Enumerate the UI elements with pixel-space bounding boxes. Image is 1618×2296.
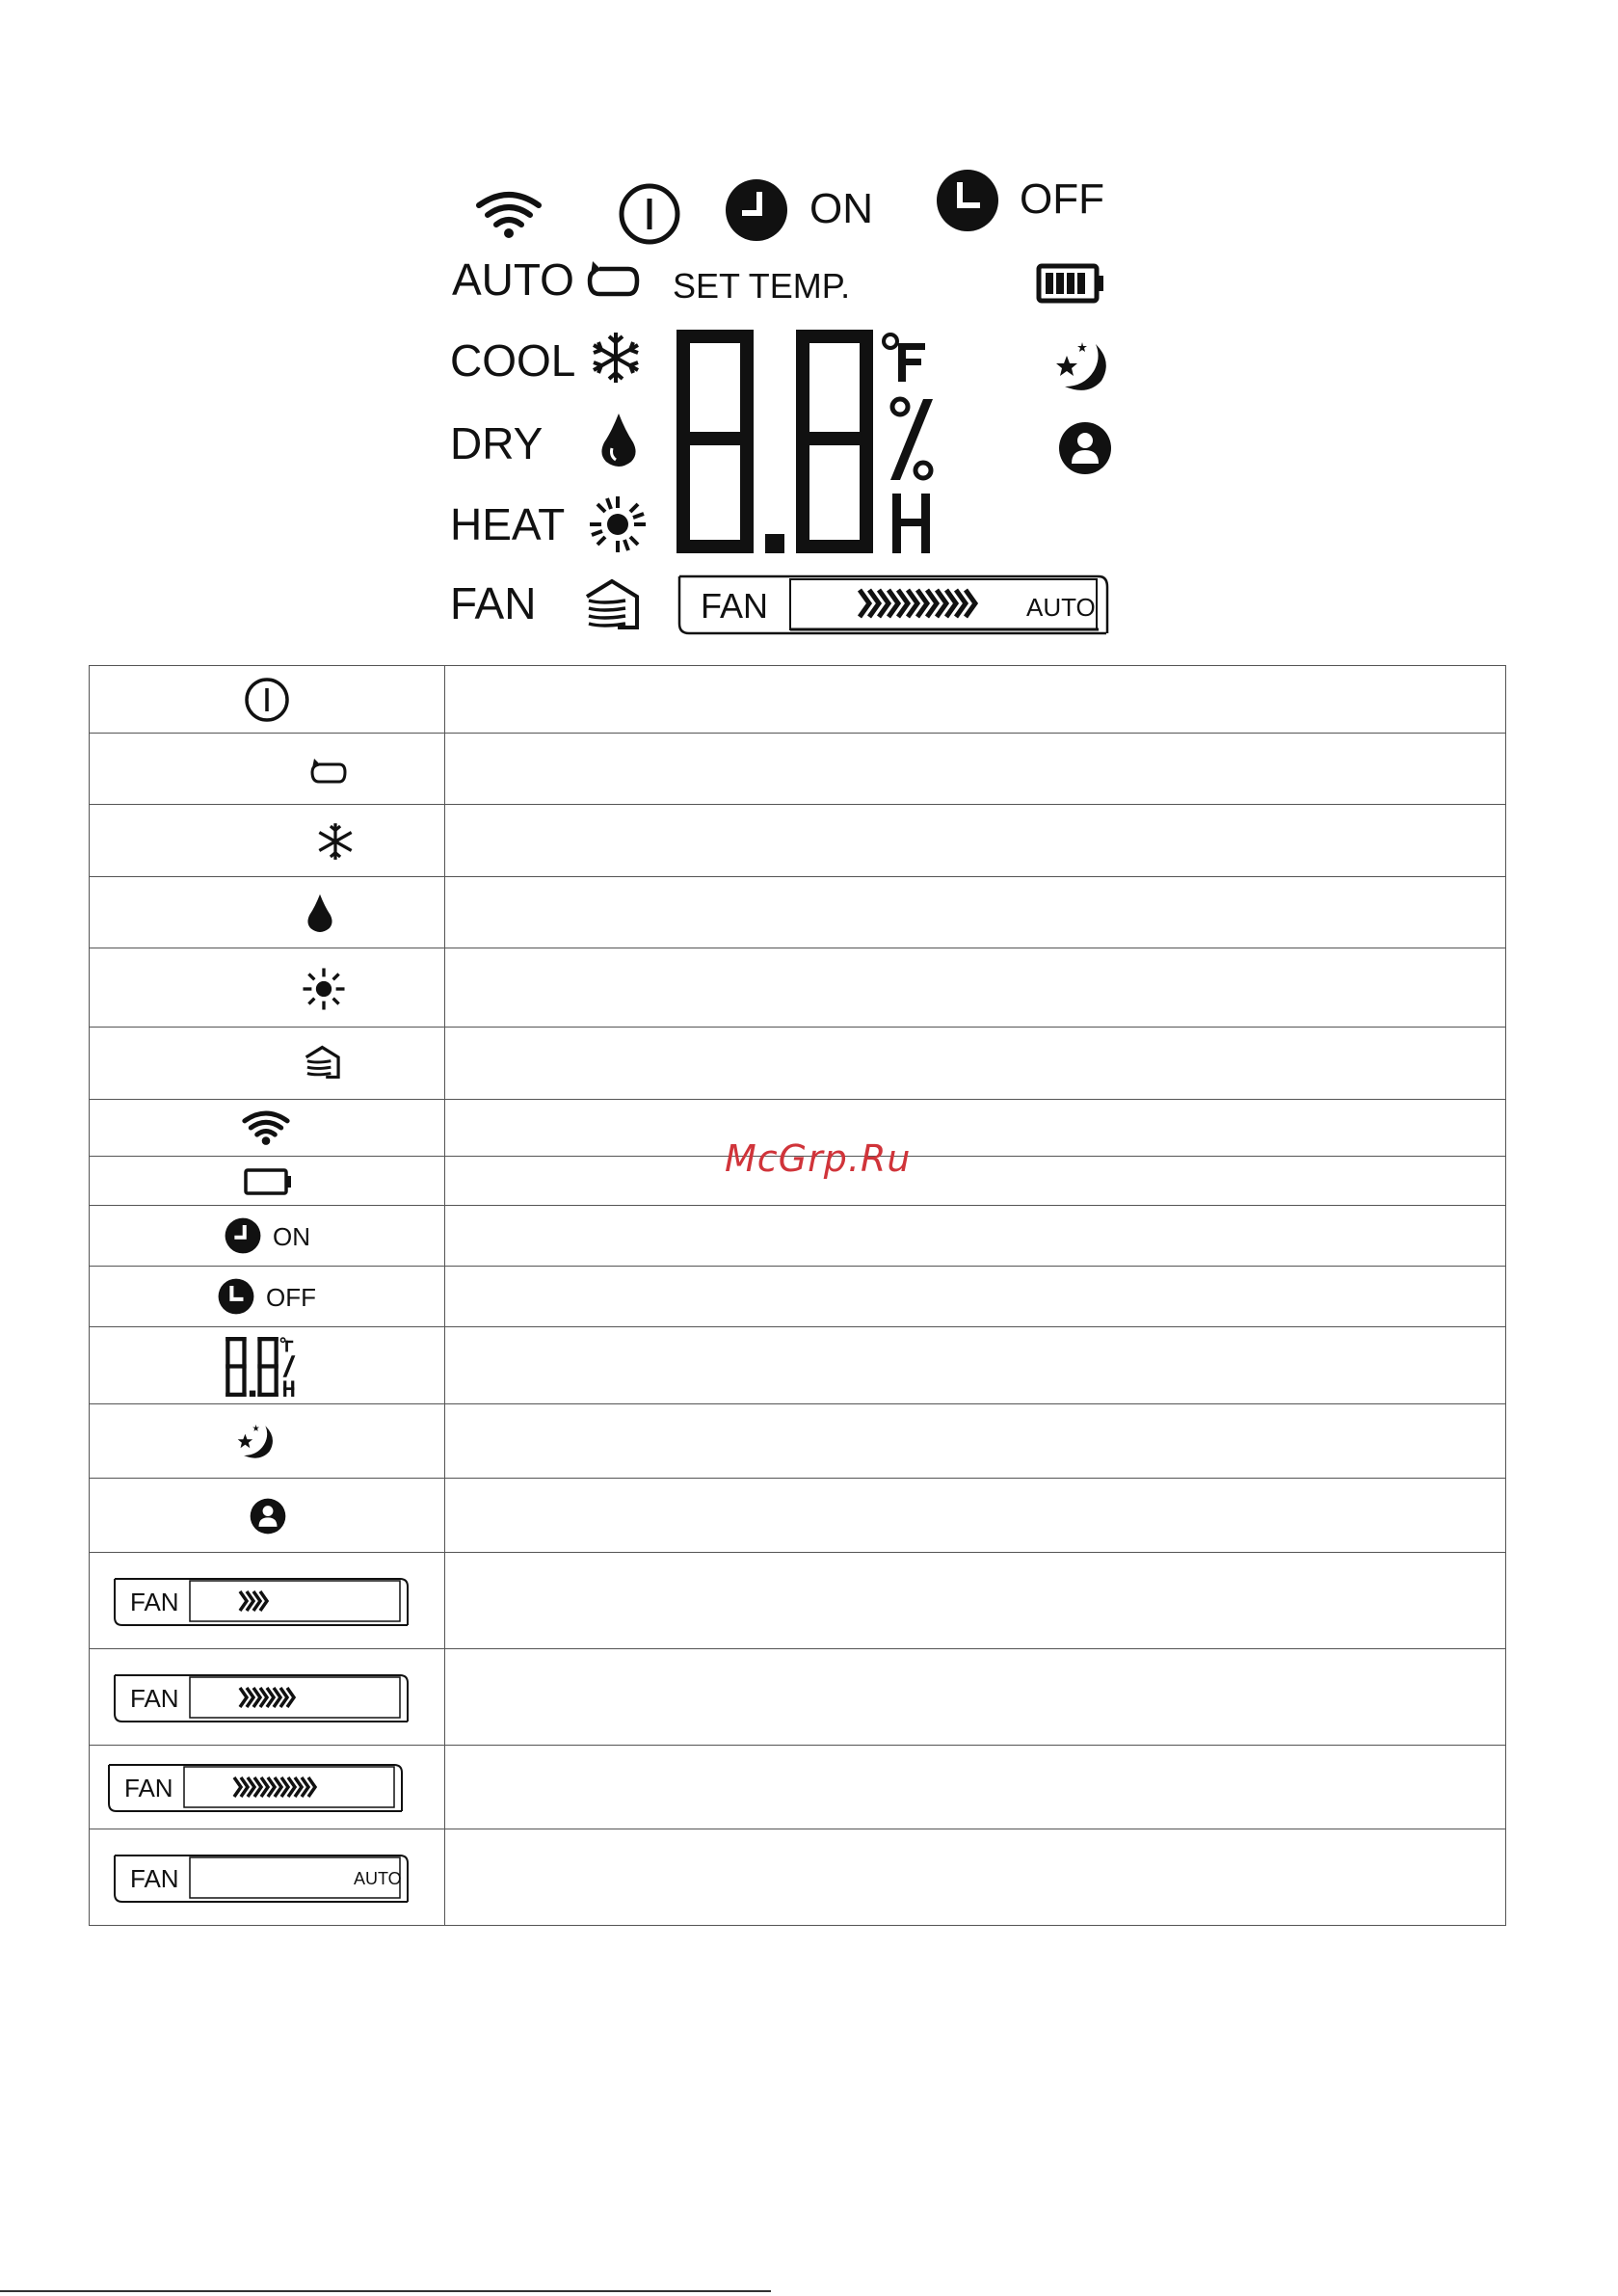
legend-row-sleep [90,1404,1506,1479]
legend-description [445,1327,1506,1404]
mode-cool-label: COOL [450,335,576,386]
legend-row-timer-on [90,1206,1506,1267]
legend-icon-cell [90,1404,445,1479]
legend-description [445,1829,1506,1926]
snowflake-icon [315,820,356,863]
legend-icon-cell [90,805,445,877]
sun-icon [588,494,648,554]
fan-mode-icon [583,577,643,631]
legend-row-timer-off [90,1267,1506,1327]
timer-off-label: OFF [1020,175,1104,223]
fan-auto-label: AUTO [1026,593,1096,622]
legend-description [445,1404,1506,1479]
legend-description [445,1206,1506,1267]
snowflake-icon [588,329,644,387]
legend-row-heat [90,948,1506,1028]
legend-row-auto [90,734,1506,805]
fan-bar-label: FAN [701,586,769,626]
timer-off-icon [218,1278,254,1315]
watermark: McGrp.Ru [725,1137,912,1180]
footer-divider [0,2290,771,2292]
legend-icon-cell [90,1553,445,1649]
legend-icon-cell [90,1649,445,1746]
legend-row-fan-high [90,1746,1506,1829]
legend-description [445,948,1506,1028]
auto-icon [309,757,348,786]
legend-row-person [90,1479,1506,1553]
legend-row-fan-auto [90,1829,1506,1926]
person-icon [1058,421,1112,475]
legend-description [445,805,1506,877]
timer-on-label: ON [273,1222,310,1251]
person-icon [250,1498,286,1535]
legend-row-dry [90,877,1506,948]
mode-fan-label: FAN [450,578,537,628]
auto-icon [586,257,640,300]
wifi-icon [242,1109,290,1146]
battery-icon [244,1168,292,1195]
fan-label: FAN [130,1588,179,1616]
mode-dry-label: DRY [450,418,544,468]
legend-description [445,1157,1506,1206]
legend-icon-cell [90,1157,445,1206]
legend-icon-cell [90,948,445,1028]
power-icon [244,677,290,723]
legend-icon-cell [90,1479,445,1553]
fan-label: FAN [124,1774,173,1802]
legend-icon-cell [90,1267,445,1327]
legend-description [445,1746,1506,1829]
legend-icon-cell [90,1829,445,1926]
lcd-display-diagram [438,169,1123,651]
legend-row-fan-low [90,1553,1506,1649]
temperature-digits [676,330,985,553]
timer-on-icon [225,1217,261,1254]
fan-label: FAN [130,1864,179,1893]
fan-mode-icon [304,1045,342,1080]
drop-icon [305,893,334,933]
legend-description [445,1100,1506,1157]
timer-off-icon [936,169,999,232]
legend-description [445,1028,1506,1100]
timer-off-label: OFF [266,1283,316,1312]
legend-description [445,877,1506,948]
legend-row-fan-mid [90,1649,1506,1746]
legend-row-cool [90,805,1506,877]
legend-icon-cell [90,1100,445,1157]
legend-description [445,1649,1506,1746]
fan-auto-label: AUTO [354,1869,402,1888]
legend-icon-cell [90,877,445,948]
legend-row-fan-mode [90,1028,1506,1100]
sleep-icon [237,1422,278,1462]
legend-description [445,1267,1506,1327]
mode-auto-label: AUTO [452,254,574,305]
digits-icon [225,1337,309,1397]
set-temp-label: SET TEMP. [673,266,851,306]
wifi-icon [475,190,543,240]
power-icon [618,182,681,246]
battery-icon [1036,263,1105,304]
sleep-icon [1055,338,1113,396]
legend-row-power [90,666,1506,734]
sun-icon [302,967,346,1011]
timer-on-icon [725,178,788,242]
legend-description [445,666,1506,734]
legend-description [445,734,1506,805]
timer-on-label: ON [809,185,873,232]
fan-label: FAN [130,1684,179,1713]
legend-icon-cell [90,1028,445,1100]
legend-row-digits [90,1327,1506,1404]
legend-icon-cell [90,1746,445,1829]
legend-icon-cell [90,1327,445,1404]
mode-heat-label: HEAT [450,499,566,549]
legend-description [445,1553,1506,1649]
legend-icon-cell [90,734,445,805]
legend-description [445,1479,1506,1553]
legend-icon-cell [90,666,445,734]
icon-legend-table [89,665,1506,1926]
legend-icon-cell [90,1206,445,1267]
drop-icon [598,412,639,467]
